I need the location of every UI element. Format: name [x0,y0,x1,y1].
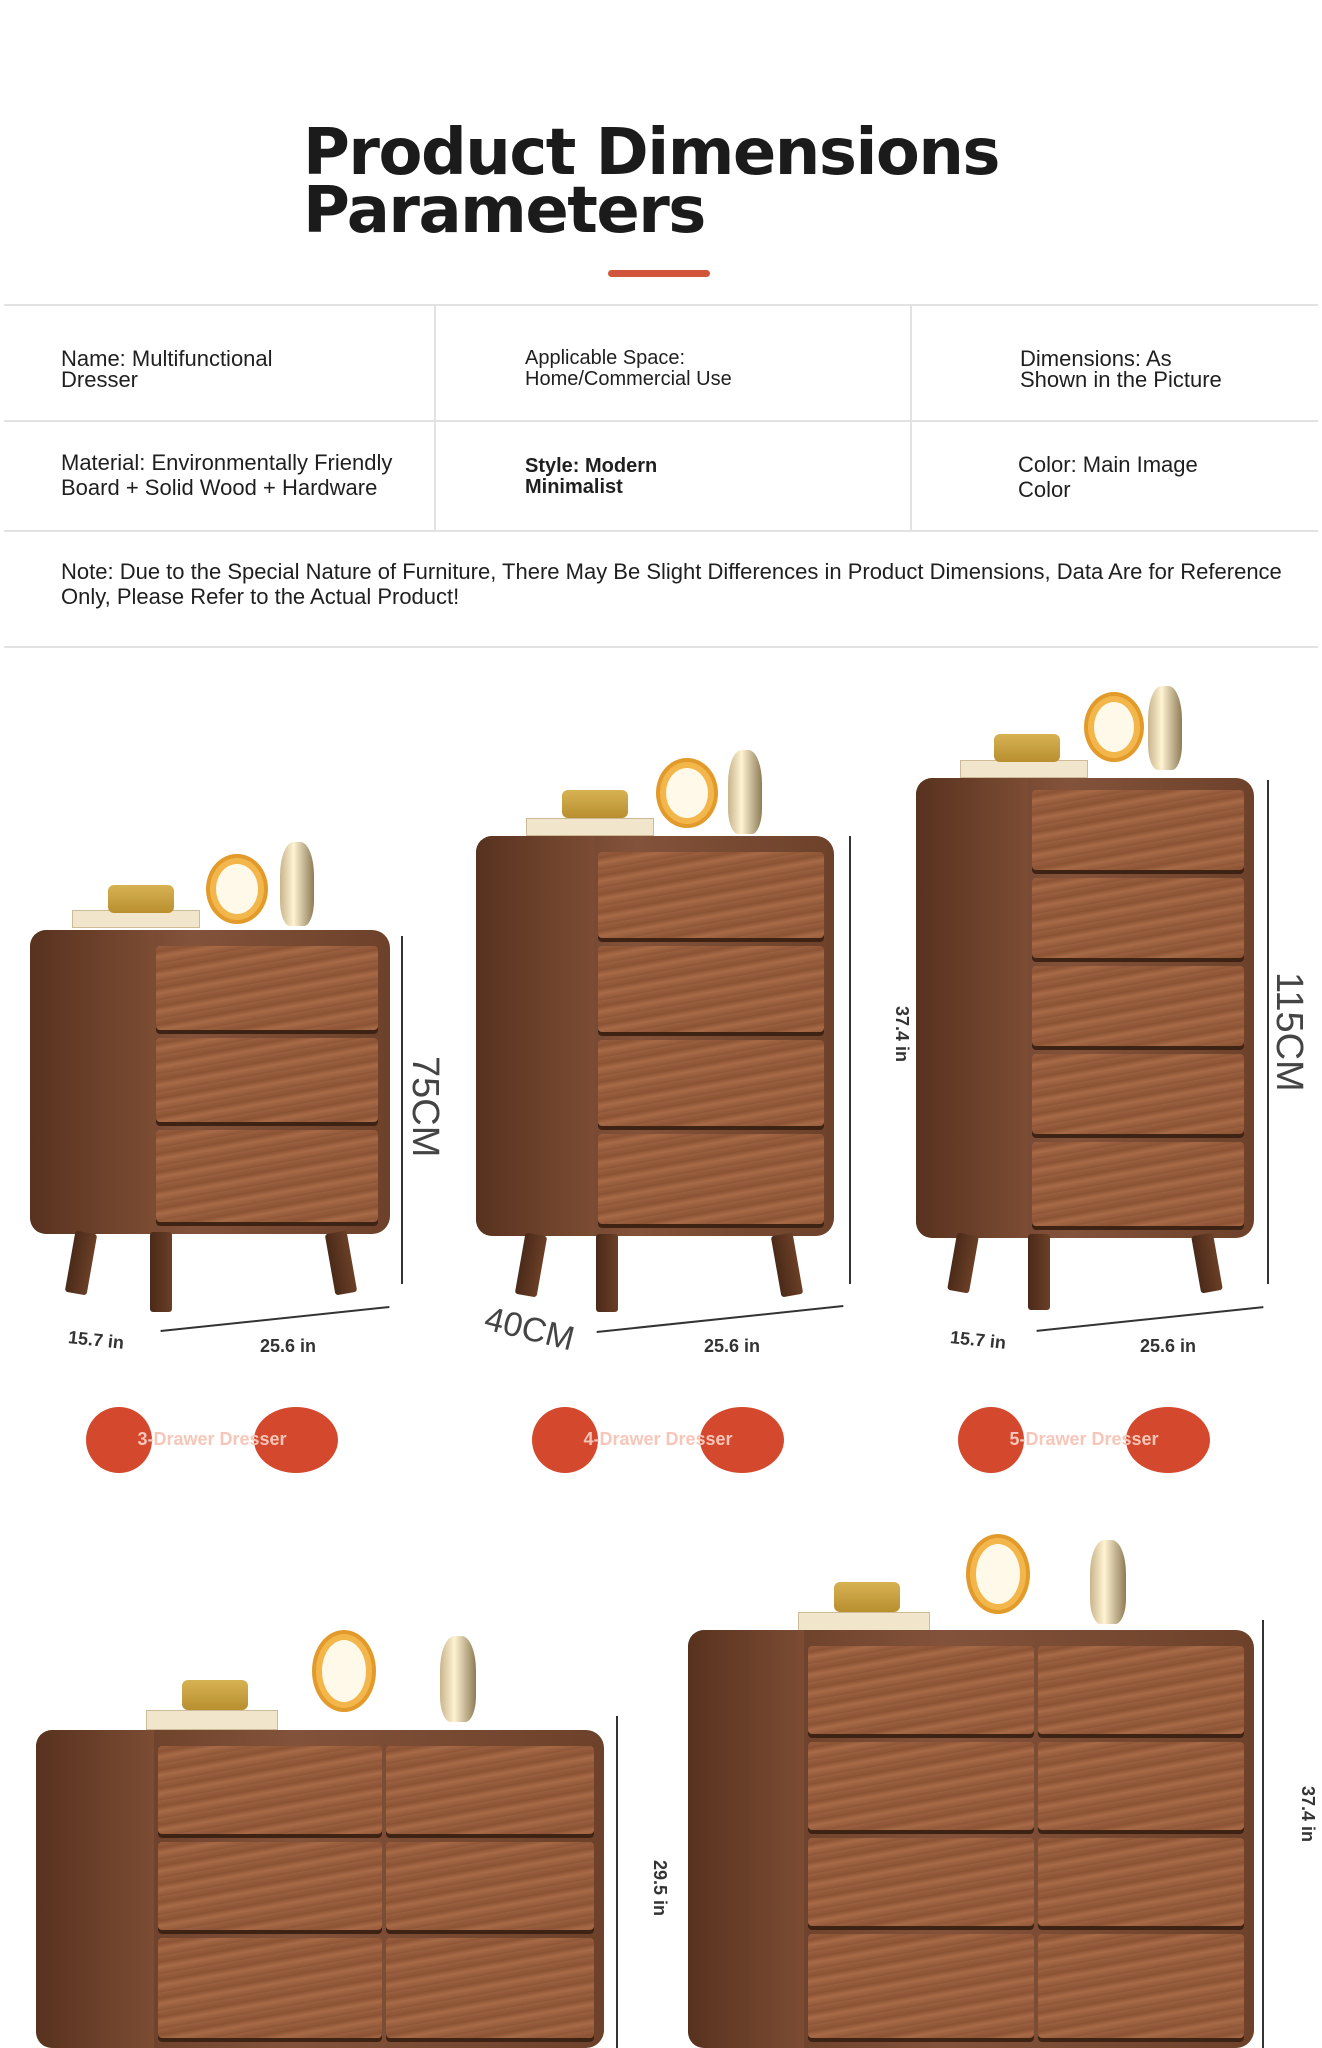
dresser-leg [515,1233,547,1298]
vase-decor [728,750,762,834]
drawer [598,1134,824,1228]
spec-applicable-space: Applicable Space: Home/Commercial Use [525,347,732,390]
drawer [598,946,824,1036]
product-label-5-drawer[interactable]: 5-Drawer Dresser [958,1407,1210,1473]
dresser-5-drawer [916,686,1286,1326]
drawer [808,1742,1034,1834]
tin-box-decor [562,790,628,818]
drawer [386,1842,594,1934]
books-decor [798,1612,930,1632]
dresser-4-drawer [476,740,856,1320]
spec-name: Name: Multifunctional Dresser [61,346,273,392]
depth-label: 15.7 in [949,1327,1007,1353]
vase-decor [280,842,314,926]
tin-box-decor [834,1582,900,1612]
drawer [156,1130,378,1226]
drawer [156,946,378,1034]
width-label: 25.6 in [260,1336,317,1356]
alarm-clock-decor [656,758,718,828]
dresser-8-drawer [688,1534,1262,2048]
drawer [1038,1742,1244,1834]
height-label: 37.4 in [892,1006,912,1063]
drawer [386,1938,594,2042]
title-accent-bar [608,270,710,277]
drawer [158,1746,382,1838]
alarm-clock-decor [312,1630,376,1712]
height-label: 29.5 in [650,1860,670,1917]
drawer [808,1646,1034,1738]
dresser-side [36,1730,154,2048]
height-label: 75CM [404,1056,446,1158]
spec-note: Note: Due to the Special Nature of Furniture, There May Be Slight Differences in Product Dimensions, Data Are for Reference Only, Please Refer to the Actual Product! [61,559,1282,609]
tin-box-decor [182,1680,248,1710]
page-title [303,116,1063,248]
dresser-side [916,778,1028,1238]
spec-material: Material: Environmentally Friendly Board + Solid Wood + Hardware [61,450,393,500]
title-line-2: Parameters [303,174,705,248]
table-divider [434,304,436,530]
width-label: 25.6 in [704,1336,761,1356]
alarm-clock-decor [966,1534,1030,1614]
drawer [1032,878,1244,962]
drawer [1038,1646,1244,1738]
title-line-1: Product Dimensions [303,116,999,190]
books-decor [526,818,654,836]
table-divider [910,304,912,530]
height-label: 37.4 in [1298,1786,1318,1843]
vase-decor [440,1636,476,1722]
dresser-3-drawer [30,830,400,1310]
spec-style: Style: Modern Minimalist [525,455,658,498]
table-divider [4,420,1318,422]
table-divider [4,530,1318,532]
width-label: 25.6 in [1140,1336,1197,1356]
dresser-leg [947,1233,979,1294]
alarm-clock-decor [1084,692,1144,762]
dresser-side [30,930,154,1234]
product-label-4-drawer[interactable]: 4-Drawer Dresser [532,1407,784,1473]
product-label-3-drawer[interactable]: 3-Drawer Dresser [86,1407,338,1473]
dresser-leg [596,1234,618,1312]
dresser-leg [325,1231,357,1296]
dresser-6-drawer [36,1630,616,2048]
dresser-leg [1028,1234,1050,1310]
height-label: 115CM [1268,972,1310,1092]
drawer [1032,966,1244,1050]
vase-decor [1090,1540,1126,1624]
depth-label: 40CM [480,1299,579,1359]
height-dimension-line [1262,1620,1264,2048]
drawer [1038,1838,1244,1930]
dresser-side [688,1630,804,2048]
tin-box-decor [108,885,174,913]
drawer [156,1038,378,1126]
dresser-side [476,836,594,1236]
dresser-leg [771,1233,803,1298]
drawer [158,1842,382,1934]
alarm-clock-decor [206,854,268,924]
drawer [1032,1142,1244,1230]
books-decor [960,760,1088,778]
drawer [1038,1934,1244,2042]
dresser-leg [65,1231,97,1296]
spec-dimensions: Dimensions: As Shown in the Picture [1020,346,1222,392]
height-dimension-line [616,1716,618,2048]
vase-decor [1148,686,1182,770]
drawer [386,1746,594,1838]
drawer [1032,790,1244,874]
height-dimension-line [849,836,851,1284]
spec-color: Color: Main Image Color [1018,452,1198,502]
dresser-leg [150,1232,172,1312]
drawer [1032,1054,1244,1138]
table-divider [4,646,1318,648]
tin-box-decor [994,734,1060,762]
drawer [598,852,824,942]
depth-label: 15.7 in [67,1327,125,1353]
books-decor [146,1710,278,1730]
table-divider [4,304,1318,306]
drawer [808,1934,1034,2042]
dresser-leg [1191,1233,1223,1294]
drawer [158,1938,382,2042]
drawer [808,1838,1034,1930]
drawer [598,1040,824,1130]
